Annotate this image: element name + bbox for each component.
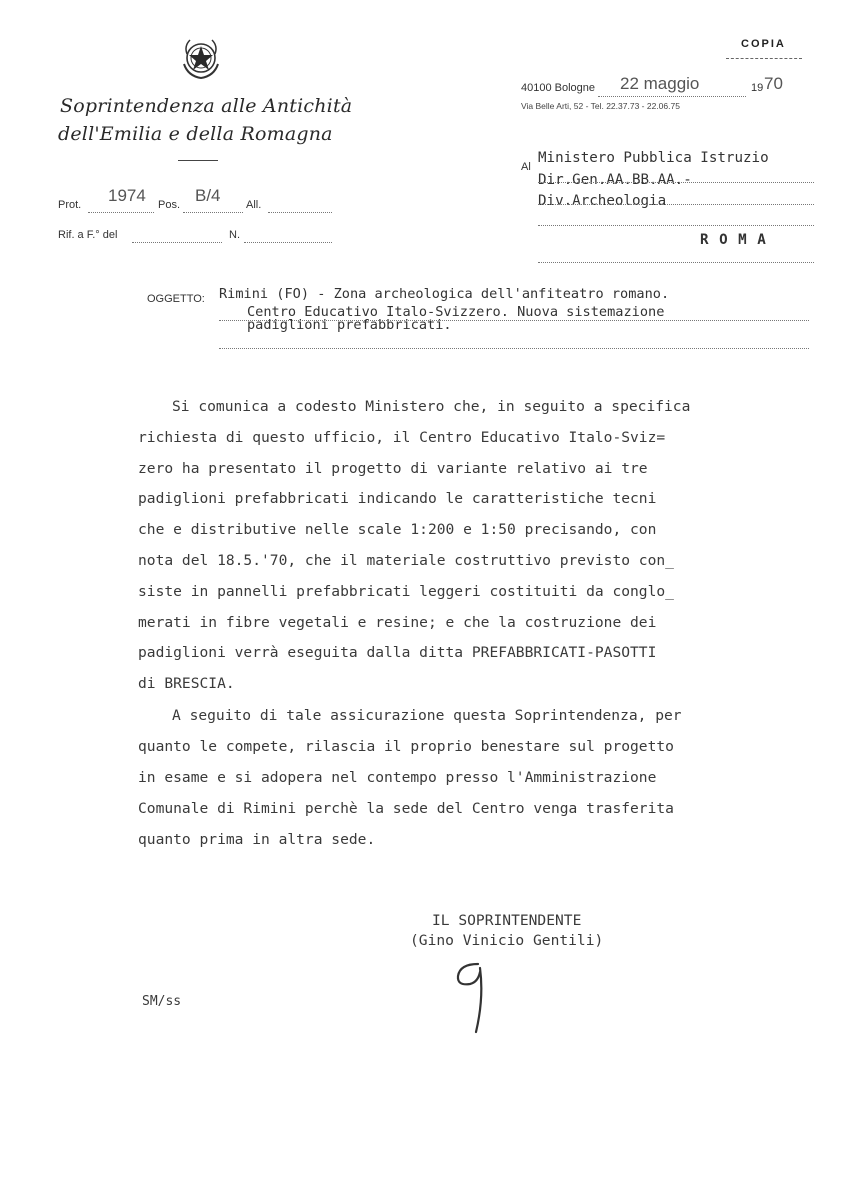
letterhead-divider <box>178 160 218 161</box>
address-line: Via Belle Arti, 52 - Tel. 22.37.73 - 22.06.75 <box>521 101 680 111</box>
rif-label: Rif. a F.° del <box>58 229 118 241</box>
body-line: di BRESCIA. <box>138 675 235 692</box>
year-suffix: 70 <box>764 74 783 93</box>
handwritten-signature-icon <box>448 958 500 1038</box>
italian-republic-emblem-icon <box>178 34 224 80</box>
n-label: N. <box>229 229 240 241</box>
all-line <box>268 198 332 213</box>
recipient-city: R O M A <box>700 232 767 248</box>
rif-line <box>132 228 222 243</box>
subject-line-1: Rimini (FO) - Zona archeologica dell'anfiteatro romano. <box>219 286 670 302</box>
recipient-dots-4 <box>538 248 814 263</box>
year-prefix: 19 <box>751 82 764 94</box>
recipient-line-2: Dir.Gen.AA.BB.AA.- <box>538 172 692 188</box>
prot-label: Prot. <box>58 199 82 211</box>
subject-line-2: Centro Educativo Italo-Svizzero. Nuova sistemazione <box>247 304 665 320</box>
subject-dots-2 <box>219 334 809 349</box>
subject-label: OGGETTO: <box>147 293 205 305</box>
recipient-dots-3 <box>538 211 814 226</box>
city-label: 40100 Bologne <box>521 82 596 94</box>
body-line: nota del 18.5.'70, che il materiale costruttivo previsto con_ <box>138 552 674 569</box>
body-line: siste in pannelli prefabbricati leggeri costituiti da conglo_ <box>138 583 674 600</box>
body-line: zero ha presentato il progetto di variante relativo ai tre <box>138 460 648 477</box>
signature-name: (Gino Vinicio Gentili) <box>410 932 604 949</box>
copia-stamp: COPIA <box>741 38 786 50</box>
body-line: padiglioni verrà eseguita dalla ditta PREFABBRICATI-PASOTTI <box>138 644 657 661</box>
letterhead-line-2: dell'Emilia e della Romagna <box>58 123 333 145</box>
all-label: All. <box>246 199 262 211</box>
recipient-dots-1 <box>538 168 814 183</box>
body-line: quanto le compete, rilascia il proprio benestare sul progetto <box>138 738 674 755</box>
pos-label: Pos. <box>158 199 181 211</box>
body-line: che e distributive nelle scale 1:200 e 1:50 precisando, con <box>138 521 657 538</box>
body-line: A seguito di tale assicurazione questa Soprintendenza, per <box>172 707 682 724</box>
date-handwritten: 22 maggio <box>620 74 700 93</box>
reference-initials: SM/ss <box>142 994 182 1009</box>
body-line: Si comunica a codesto Ministero che, in seguito a specifica <box>172 398 691 415</box>
subject-line-3: padiglioni prefabbricati. <box>247 317 452 333</box>
prot-value: 1974 <box>108 186 146 205</box>
body-line: Comunale di Rimini perchè la sede del Centro venga trasferita <box>138 800 674 817</box>
al-label: Al <box>521 161 531 173</box>
recipient-line-1: Ministero Pubblica Istruzio <box>538 150 769 166</box>
letterhead-line-1: Soprintendenza alle Antichità <box>60 95 353 117</box>
body-line: padiglioni prefabbricati indicando le caratteristiche tecni <box>138 490 657 507</box>
recipient-line-3: Div.Archeologia <box>538 193 667 209</box>
recipient-dots-2 <box>538 190 814 205</box>
body-line: quanto prima in altra sede. <box>138 831 376 848</box>
body-line: in esame e si adopera nel contempo presso l'Amministrazione <box>138 769 657 786</box>
subject-dots-1 <box>219 306 809 321</box>
pos-value: B/4 <box>195 186 221 205</box>
body-line: merati in fibre vegetali e resine; e che la costruzione dei <box>138 614 657 631</box>
body-line: richiesta di questo ufficio, il Centro Educativo Italo-Sviz= <box>138 429 666 446</box>
signature-title: IL SOPRINTENDENTE <box>432 912 582 929</box>
copia-underline <box>726 58 802 59</box>
n-line <box>244 228 332 243</box>
